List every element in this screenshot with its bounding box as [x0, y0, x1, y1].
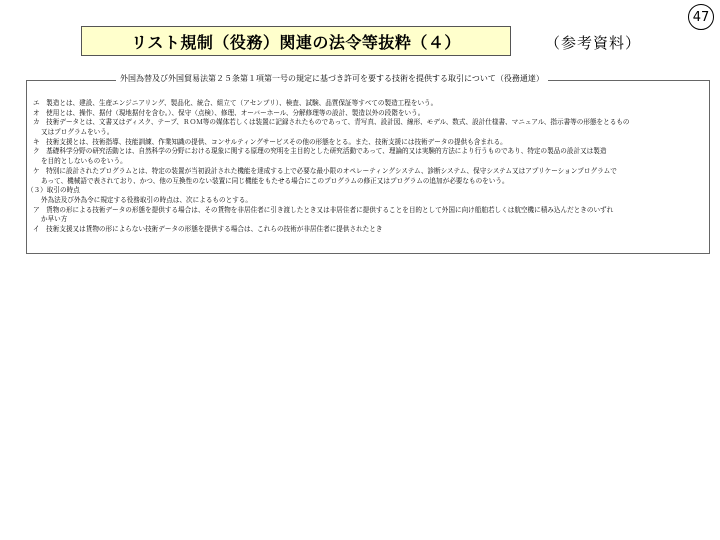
text-line-item-ku-cont: を目的としないものをいう。: [41, 157, 127, 166]
text-line-item-ka-cont: 又はプログラムをいう。: [41, 128, 114, 137]
text-line-item-ka: カ 技術データとは、文書又はディスク、テープ、ＲＯＭ等の媒体若しくは装置に記録されたものであって、青写真、設計図、線形、モデル、数式、設計仕様書、マニュアル、指示書等の形態をとるもの: [33, 118, 630, 127]
reference-label: （参考資料）: [545, 34, 642, 52]
text-line-item-ke-cont: あって、機械語で表されており、かつ、他の互換性のない装置に同じ機能をもたせる場合にこのプログラムの修正又はプログラムの追加が必要なものをいう。: [41, 176, 509, 185]
text-line-item-ki: キ 技術支援とは、技術指導、技能訓練、作業知識の提供、コンサルティングサービスその他の形態をとる。また、技術支援には技術データの提供も含まれる。: [33, 137, 507, 146]
text-line-item-a-cont: か早い方: [41, 215, 68, 224]
text-line-item-e: エ 製造とは、建設、生産エンジニアリング、製品化、統合、組立て（アセンブリ）、検査、試験、品質保証等すべての製造工程をいう。: [33, 99, 438, 107]
text-line-item-ku: ク 基礎科学分野の研究活動とは、自然科学の分野における現象に関する原理の究明を主目的とした研究活動であって、理論的又は実験的方法により行うものであり、特定の製品の設計又は製造: [33, 147, 607, 156]
section-heading: （３）取引の時点: [27, 186, 80, 195]
frame-caption: 外国為替及び外国貿易法第２５条第１項第一号の規定に基づき許可を要する技術を提供する取引について（役務通達）: [116, 73, 548, 84]
text-line-item-i: イ 技術支援又は貨物の形によらない技術データの形態を提供する場合は、これらの技術が非居住者に提供されたとき: [33, 224, 383, 233]
page-number: 47: [688, 4, 714, 30]
document-body: [27, 99, 708, 235]
page-title: リスト規制（役務）関連の法令等抜粋（４）: [81, 26, 511, 56]
text-line-item-o: オ 使用とは、操作、据付（現地据付を含む。）、保守（点検）、修理、オーバーホール、分解修理等の設計、製造以外の段階をいう。: [33, 108, 425, 117]
section-intro: 外為法及び外為令に規定する役務取引の時点は、次によるものとする。: [41, 195, 252, 204]
text-line-item-a: ア 貨物の形による技術データの形態を提供する場合は、その貨物を非居住者に引き渡したとき又は非居住者に提供することを目的として外国に向け船舶若しくは航空機に積み込んだときのいずれ: [33, 205, 614, 214]
text-line-item-ke: ケ 特別に設計されたプログラムとは、特定の装置が当初設計された機能を達成する上で必要な最小限のオペレーティングシステム、診断システム、保守システム又はアプリケーションプログラムで: [33, 166, 617, 175]
